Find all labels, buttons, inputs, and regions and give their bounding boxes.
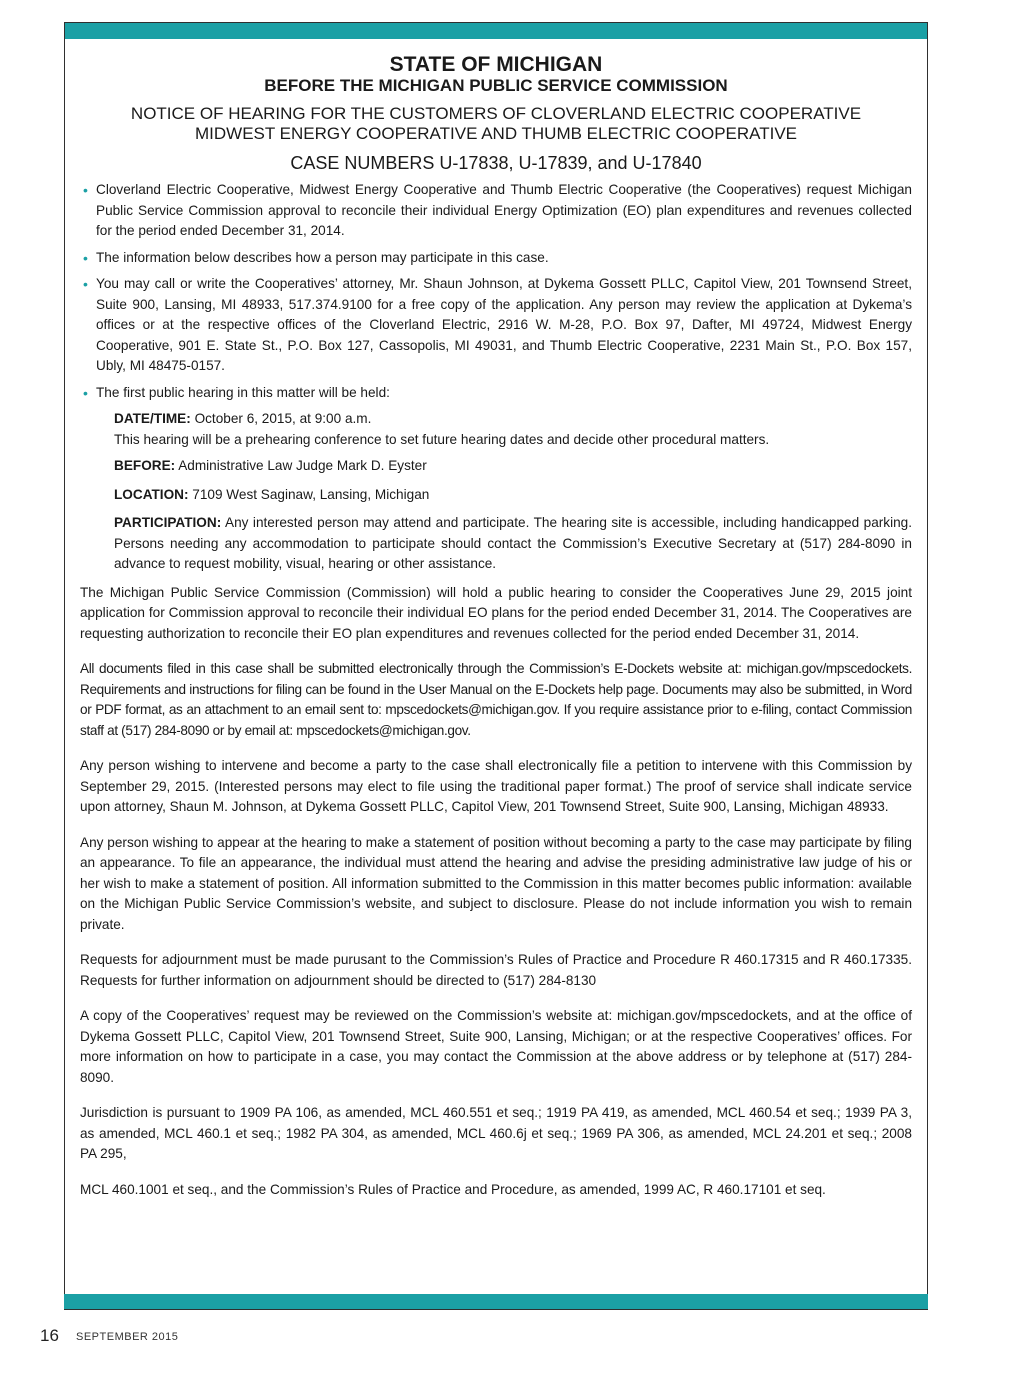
location-value: 7109 West Saginaw, Lansing, Michigan	[192, 486, 430, 502]
state-heading: STATE OF MICHIGAN	[389, 53, 603, 76]
commission-heading: BEFORE THE MICHIGAN PUBLIC SERVICE COMMISSION	[264, 76, 728, 95]
bullet-text: The first public hearing in this matter will be held:	[96, 384, 390, 400]
datetime-note: This hearing will be a prehearing conference to set future hearing dates and decide other procedural matters.	[114, 431, 770, 447]
participation-value: Any interested person may attend and participate. The hearing site is accessible, including handicapped parking. Persons needing any accommodation to participate should contact the Commission’s Executive Secretary at (517) 284-8090 in advance to request mobility, visual, hearing or other assistance.	[114, 515, 912, 571]
list-item	[80, 248, 912, 269]
list-item	[80, 180, 912, 242]
location-row	[114, 485, 912, 506]
before-row	[114, 456, 912, 477]
bullet-text: Cloverland Electric Cooperative, Midwest Energy Cooperative and Thumb Electric Cooperative (the Cooperatives) request Michigan Public Service Commission approval to reconcile their individual Energy Optimization (EO) plan expenditures and revenues collected for the period ended December 31, 2014.	[96, 182, 912, 238]
list-item	[80, 274, 912, 377]
before-value: Administrative Law Judge Mark D. Eyster	[178, 458, 427, 473]
notice-content	[80, 44, 912, 1215]
location-label: LOCATION:	[114, 486, 189, 502]
paragraph-mcl: MCL 460.1001 et seq., and the Commission’s Rules of Practice and Procedure, as amended, 1999 AC, R 460.17101 et seq.	[80, 1181, 826, 1197]
list-item	[80, 383, 912, 404]
bullet-icon: •	[83, 276, 88, 292]
paragraph-efiling: All documents filed in this case shall be submitted electronically through the Commission’s E-Dockets website at: michigan.gov/mpscedockets. Requirements and instructions for filing can be found in the User Manual on the E-Dockets help page. Documents may also be submitted, in Word or PDF format, as an attachment to an email sent to: mpscedockets@michigan.gov. If you require assistance prior to e-filing, contact Commission staff at (517) 284-8090 or by email at: mpscedockets@michigan.gov.	[80, 661, 912, 738]
datetime-row	[114, 409, 912, 450]
bullet-icon: •	[83, 249, 88, 266]
participation-row	[114, 513, 912, 575]
paragraph-adjournment: Requests for adjournment must be made purusant to the Commission’s Rules of Practice and Procedure R 460.17315 and R 460.17335. Requests for further information on adjournment should be directed to (517) 284-8130	[80, 952, 912, 988]
page-number: 16	[40, 1326, 59, 1345]
bottom-accent-bar	[64, 1294, 928, 1309]
datetime-value: October 6, 2015, at 9:00 a.m.	[194, 411, 372, 426]
bullet-text: You may call or write the Cooperatives’ attorney, Mr. Shaun Johnson, at Dykema Gossett PLLC, Capitol View, 201 Townsend Street, Suite 900, Lansing, MI 48933, 517.374.9100 for a free copy of the application. Any person may review the application at Dykema’s offices or at the respective offices of the Cloverland Electric, 2916 W. M-28, P.O. Box 97, Dafter, MI 49724, Midwest Energy Cooperative, 901 E. State St., P.O. Box 127, Cassopolis, MI 49031, and Thumb Electric Cooperative, 2231 Main St., P.O. Box 157, Ubly, MI 48475-0157.	[96, 276, 912, 373]
datetime-label: DATE/TIME:	[114, 411, 191, 426]
paragraph-intervene: Any person wishing to intervene and become a party to the case shall electronically file a petition to intervene with this Commission by September 29, 2015. (Interested persons may elect to file using the traditional paper format.) The proof of service shall indicate service upon attorney, Shaun M. Johnson, at Dykema Gossett PLLC, Capitol View, 201 Townsend Street, Suite 900, Lansing, Michigan 48933.	[80, 758, 912, 814]
paragraph-appearance: Any person wishing to appear at the hearing to make a statement of position without becoming a party to the case may participate by filing an appearance. To file an appearance, the individual must attend the hearing and advise the presiding administrative law judge of his or her wish to make a statement of position. All information submitted to the Commission in this matter becomes public information: available on the Michigan Public Service Commission’s website, and subject to disclosure. Please do not include information you wish to remain private.	[80, 834, 912, 932]
paragraph-jurisdiction: Jurisdiction is pursuant to 1909 PA 106, as amended, MCL 460.551 et seq.; 1919 PA 419, as amended, MCL 460.54 et seq.; 1939 PA 3, as amended, MCL 460.1 et seq.; 1982 PA 304, as amended, MCL 460.6j et seq.; 1969 PA 306, as amended, MCL 24.201 et seq.; 2008 PA 295,	[80, 1105, 912, 1161]
bullet-icon: •	[83, 182, 88, 198]
notice-heading: NOTICE OF HEARING FOR THE CUSTOMERS OF CLOVERLAND ELECTRIC COOPERATIVE MIDWEST ENERGY COOPERATIVE AND THUMB ELECTRIC COOPERATIVE	[130, 104, 862, 143]
paragraph-hearing-purpose: The Michigan Public Service Commission (Commission) will hold a public hearing to consider the Cooperatives June 29, 2015 joint application for Commission approval to reconcile their individual EO plans for the period ended December 31, 2014. The Cooperatives are requesting authorization to reconcile their EO plan expenditures and revenues collected for the period ended December 31, 2014.	[80, 584, 912, 641]
bullet-icon: •	[83, 384, 88, 401]
issue-date: SEPTEMBER 2015	[76, 1331, 179, 1343]
hearing-details	[114, 409, 912, 575]
case-numbers-heading: CASE NUMBERS U-17838, U-17839, and U-17840	[290, 153, 702, 173]
bullet-text: The information below describes how a person may participate in this case.	[96, 249, 549, 265]
bullet-list	[80, 180, 912, 403]
paragraph-review-copy: A copy of the Cooperatives’ request may be reviewed on the Commission’s website at: michigan.gov/mpscedockets, and at the office of Dykema Gossett PLLC, Capitol View, 201 Townsend Street, Suite 900, Lansing, Michigan; or at the respective Cooperatives’ offices. For more information on how to participate in a case, you may contact the Commission at the above address or by telephone at (517) 284-8090.	[80, 1008, 912, 1085]
participation-label: PARTICIPATION:	[114, 515, 222, 530]
before-label: BEFORE:	[114, 458, 176, 473]
